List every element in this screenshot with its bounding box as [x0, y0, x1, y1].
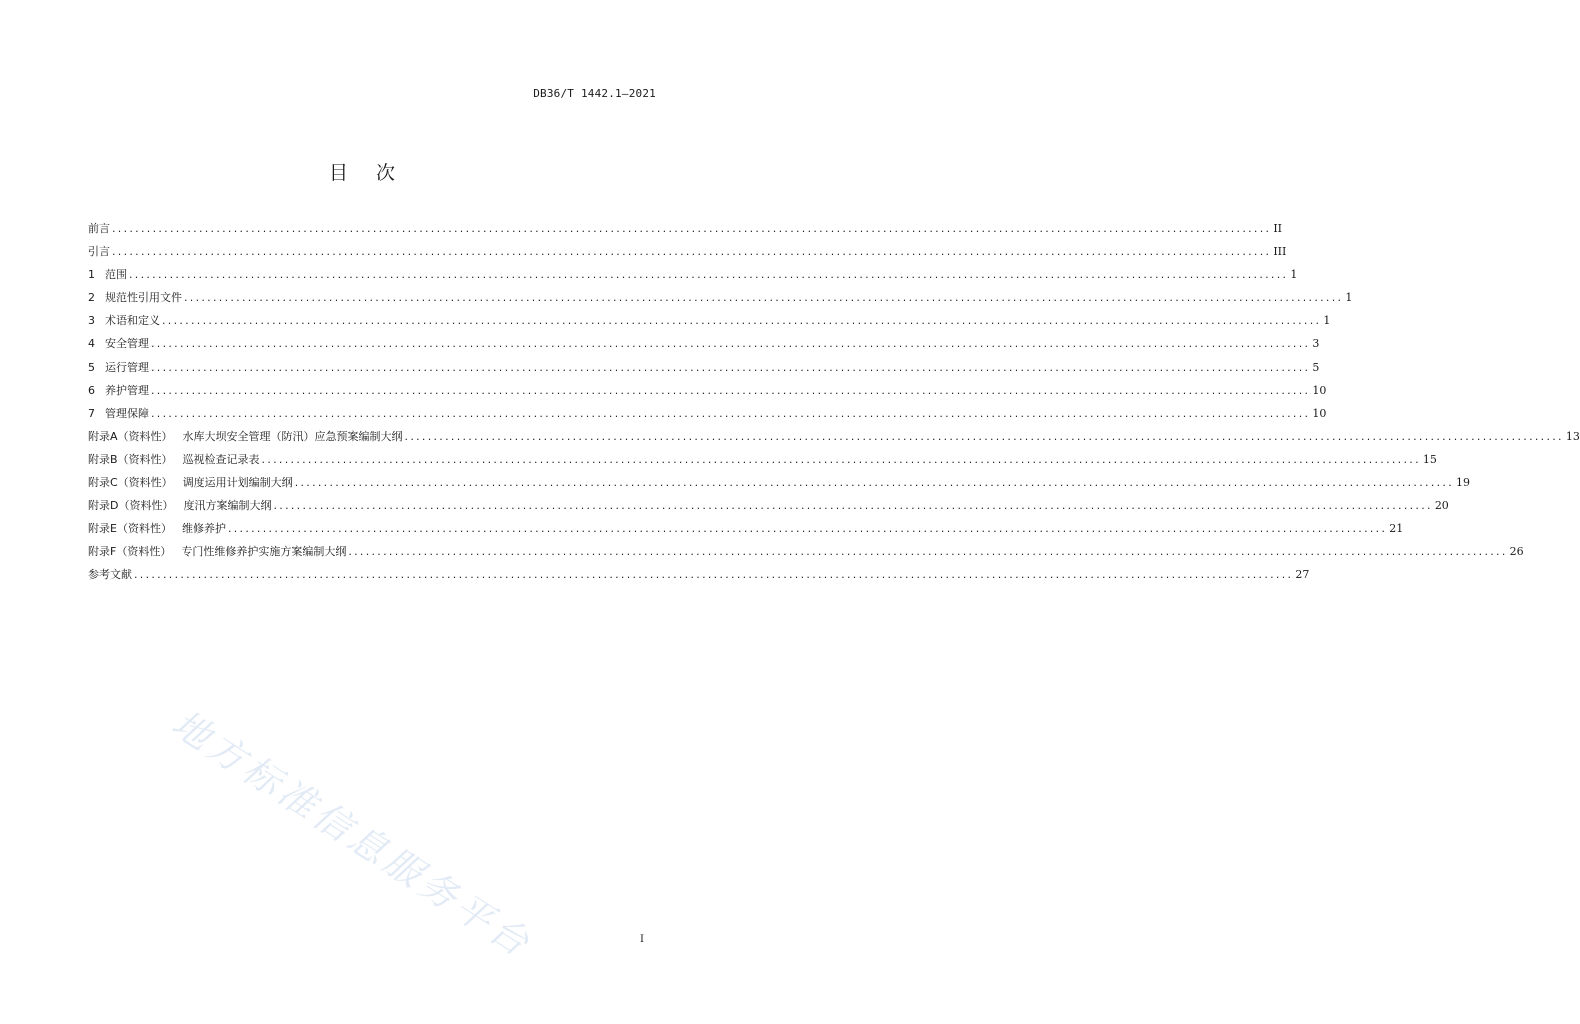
toc-entry-annex-c[interactable]	[88, 471, 1471, 494]
toc-entry-page: 3	[1312, 337, 1320, 351]
toc-leader-dots: ........................................................................................................................................................................................................	[151, 337, 1311, 351]
toc-leader-dots: ........................................................................................................................................................................................................	[273, 499, 1433, 513]
toc-annex-tag: 附录B（资料性）	[88, 452, 173, 466]
toc-entry-label-group	[88, 494, 271, 517]
toc-entry-label: 术语和定义	[105, 314, 160, 328]
toc-entry-page: III	[1273, 245, 1287, 259]
toc-entry-label-group	[88, 286, 182, 309]
page-number: I	[640, 934, 644, 945]
toc-leader-dots: ........................................................................................................................................................................................................	[112, 245, 1272, 259]
toc-entry-label: 规范性引用文件	[105, 291, 182, 305]
toc-entry-page: 10	[1312, 406, 1327, 420]
toc-entry-label-group	[88, 425, 403, 448]
toc-entry-label-group	[88, 517, 226, 540]
toc-entry-label: 专门性维修养护实施方案编制大纲	[181, 545, 347, 559]
toc-entry-label: 管理保障	[105, 406, 149, 420]
toc-entry-number: 4	[88, 337, 95, 351]
toc-annex-tag: 附录E（资料性）	[88, 522, 172, 536]
toc-entry-label: 调度运用计划编制大纲	[182, 476, 293, 490]
toc-entry-label: 养护管理	[105, 383, 149, 397]
toc-entry-label-group	[88, 402, 149, 425]
toc-annex-tag: 附录A（资料性）	[88, 429, 173, 443]
toc-entry-number: 6	[88, 383, 95, 397]
toc-entry-normative-references[interactable]	[88, 286, 1353, 309]
toc-entry-page: 27	[1295, 568, 1310, 582]
toc-entry-label: 参考文献	[88, 568, 132, 582]
toc-entry-bibliography[interactable]	[88, 563, 1310, 586]
toc-entry-scope[interactable]	[88, 263, 1298, 286]
toc-entry-number: 2	[88, 291, 95, 305]
toc-entry-label: 水库大坝安全管理（防汛）应急预案编制大纲	[182, 429, 403, 443]
page-title-char-1: 目	[328, 162, 348, 184]
toc-leader-dots: ........................................................................................................................................................................................................	[112, 222, 1272, 235]
toc-leader-dots: ........................................................................................................................................................................................................	[129, 268, 1289, 282]
toc-entry-page: 1	[1290, 268, 1298, 282]
page-title	[0, 158, 724, 185]
toc-entry-page: 21	[1389, 522, 1404, 536]
toc-entry-label-group	[88, 540, 346, 563]
toc-entry-label: 范围	[105, 268, 127, 282]
toc-entry-management-guarantee[interactable]	[88, 402, 1327, 425]
toc-leader-dots: ........................................................................................................................................................................................................	[151, 360, 1311, 374]
toc-entry-label: 巡视检查记录表	[182, 452, 260, 466]
toc-annex-tag: 附录F（资料性）	[88, 545, 172, 559]
toc-entry-page: 19	[1456, 476, 1471, 490]
toc-entry-page: 20	[1434, 499, 1449, 513]
toc-entry-number: 1	[88, 268, 95, 282]
toc-entry-operation-management[interactable]	[88, 356, 1320, 379]
toc-entry-label-group	[88, 471, 293, 494]
toc-entry-number: 7	[88, 406, 95, 420]
toc-entry-label: 引言	[88, 245, 110, 259]
toc-entry-introduction[interactable]	[88, 240, 1287, 263]
toc-entry-annex-b[interactable]	[88, 448, 1437, 471]
toc-entry-label-group	[88, 379, 149, 402]
toc-leader-dots: ........................................................................................................................................................................................................	[134, 568, 1294, 582]
toc-entry-annex-f[interactable]	[88, 540, 1524, 563]
toc-leader-dots: ........................................................................................................................................................................................................	[294, 476, 1455, 490]
toc-leader-dots: ........................................................................................................................................................................................................	[151, 383, 1311, 397]
toc-entry-safety-management[interactable]	[88, 332, 1320, 355]
toc-entry-label: 运行管理	[105, 360, 149, 374]
watermark: 地方标准信息服务平台	[164, 701, 541, 967]
toc-entry-terms[interactable]	[88, 309, 1331, 332]
toc-entry-page: II	[1273, 222, 1283, 235]
toc-entry-annex-a[interactable]	[88, 425, 1580, 448]
toc-entry-annex-d[interactable]	[88, 494, 1449, 517]
toc-annex-tag: 附录C（资料性）	[88, 476, 173, 490]
toc-leader-dots: ........................................................................................................................................................................................................	[404, 429, 1564, 443]
toc-leader-dots: ........................................................................................................................................................................................................	[348, 545, 1508, 559]
toc-entry-foreword[interactable]	[88, 217, 1283, 240]
toc-entry-number: 3	[88, 314, 95, 328]
toc-entry-page: 10	[1312, 383, 1327, 397]
toc-entry-label-group	[88, 263, 127, 286]
toc-entry-maintenance-management[interactable]	[88, 379, 1327, 402]
toc-entry-page: 15	[1422, 452, 1437, 466]
toc-entry-label-group	[88, 356, 149, 379]
toc-entry-label-group	[88, 309, 160, 332]
document-code: DB36/T 1442.1—2021	[533, 87, 656, 100]
toc-entry-page: 1	[1345, 291, 1353, 305]
toc-entry-page: 1	[1323, 314, 1331, 328]
toc-leader-dots: ........................................................................................................................................................................................................	[261, 452, 1421, 466]
toc-entry-label-group	[88, 448, 260, 471]
toc-entry-page: 5	[1312, 360, 1320, 374]
toc-entry-page: 26	[1509, 545, 1524, 559]
toc-annex-tag: 附录D（资料性）	[88, 499, 174, 513]
table-of-contents	[88, 217, 1580, 587]
toc-leader-dots: ........................................................................................................................................................................................................	[151, 406, 1311, 420]
page-title-char-2: 次	[376, 162, 396, 184]
toc-entry-annex-e[interactable]	[88, 517, 1404, 540]
toc-entry-number: 5	[88, 360, 95, 374]
toc-entry-label: 度汛方案编制大纲	[183, 499, 272, 513]
toc-entry-label: 前言	[88, 222, 110, 235]
toc-entry-page: 13	[1565, 429, 1580, 443]
toc-leader-dots: ........................................................................................................................................................................................................	[162, 314, 1322, 328]
toc-leader-dots: ........................................................................................................................................................................................................	[227, 522, 1388, 536]
toc-entry-label: 安全管理	[105, 337, 149, 351]
toc-leader-dots: ........................................................................................................................................................................................................	[184, 291, 1344, 305]
toc-entry-label-group	[88, 332, 149, 355]
toc-entry-label: 维修养护	[181, 522, 226, 536]
